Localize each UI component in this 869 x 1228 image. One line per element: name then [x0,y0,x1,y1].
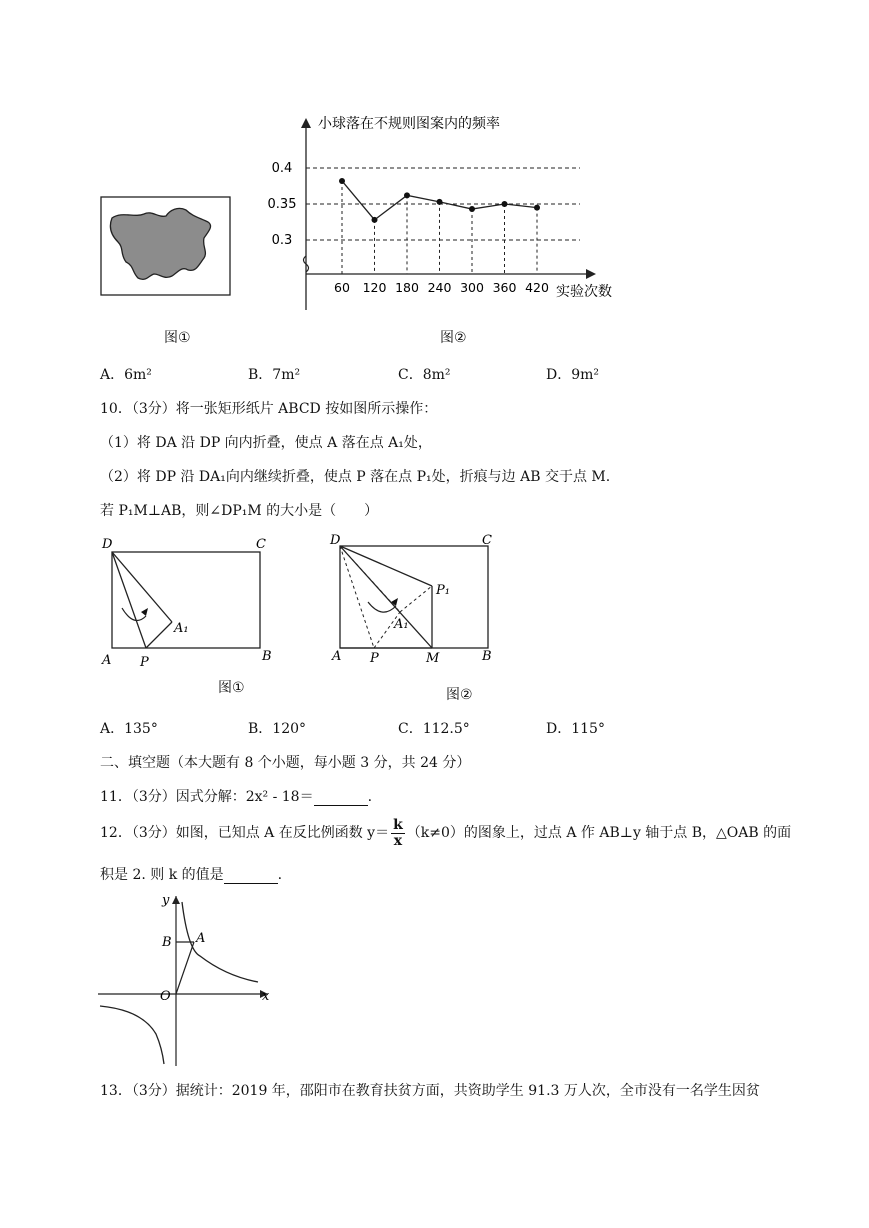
q9-option-d[interactable]: D．9m² [546,367,600,383]
label-p: P [370,651,379,666]
q12-line2: 积是 2. 则 k 的值是 . [100,867,283,883]
y-tick-label: 0.4 [271,161,293,176]
q10-option-c[interactable]: C．112.5° [398,721,470,737]
x-tick-label: 300 [460,280,484,295]
q11-answer-blank[interactable] [314,789,368,806]
irregular-shape [110,208,210,279]
label-c: C [482,533,492,548]
q10-question: 若 P₁M⊥AB，则∠DP₁M 的大小是（ ） [100,503,379,519]
q12-text-after: （k≠0）的图象上，过点 A 作 AB⊥y 轴于点 B，△OAB 的面 [406,825,792,841]
svg-text:O: O [160,989,171,1004]
data-point [404,192,410,198]
x-axis-label: 实验次数 [556,284,612,300]
q11-text: 11．（3分）因式分解：2x² - 18＝ [100,789,314,805]
q9-option-c[interactable]: C．8m² [398,367,451,383]
q9-fig1-caption: 图① [164,330,191,346]
y-tick-label: 0.35 [267,197,297,212]
curve-branch-q3 [100,1006,164,1064]
y-tick-label: 0.3 [271,233,293,248]
label-d: D [330,533,341,548]
q9-option-a[interactable]: A．6m² [100,367,152,383]
data-point [372,217,378,223]
data-point [534,205,540,211]
label-m: M [426,651,440,666]
y-axis-arrow [301,118,311,128]
x-tick-label: 180 [395,280,419,295]
data-point [437,199,443,205]
label-p: P [140,655,149,670]
data-point [339,178,345,184]
q12-line1 [100,816,791,850]
data-point [469,206,475,212]
q13-text: 13．（3分）据统计：2019 年，邵阳市在教育扶贫方面，共资助学生 91.3 万人次，全市没有一名学生因贫 [100,1083,760,1099]
label-a: A [102,653,112,668]
q9-option-b[interactable]: B．7m² [248,367,301,383]
q9-shape-figure [100,196,232,298]
x-tick-label: 360 [492,280,517,295]
label-b: B [482,649,492,664]
section-heading-fill-blank: 二、填空题（本大题有 8 个小题，每小题 3 分，共 24 分） [100,755,471,771]
x-tick-label: 240 [427,280,452,295]
q10-fig2-caption: 图② [446,687,473,703]
svg-text:y: y [162,893,170,908]
label-a1: A₁ [394,617,409,632]
label-a: A [332,649,342,664]
q10-option-a[interactable]: A．135° [100,721,158,737]
q10-fold-figure-1 [96,532,286,672]
x-tick-label: 120 [362,280,387,295]
label-a1: A₁ [174,621,189,636]
label-d: D [102,537,113,552]
chart-title: 小球落在不规则图案内的频率 [318,116,500,132]
q12-inverse-function-graph [96,890,276,1070]
q10-step2: （2）将 DP 沿 DA₁向内继续折叠，使点 P 落在点 P₁处，折痕与边 AB 交于点 M. [100,469,611,485]
q10-fold-figure-2 [326,532,506,672]
q12-text-before: 12．（3分）如图，已知点 A 在反比例函数 y＝ [100,825,390,841]
q11: 11．（3分）因式分解：2x² - 18＝ . [100,789,373,805]
q12-fraction: $\frac{k}{x}$ [393,816,403,849]
q9-fig2-caption: 图② [440,330,467,346]
q10-option-d[interactable]: D．115° [546,721,605,737]
label-b: B [262,649,272,664]
q10-step1: （1）将 DA 沿 DP 向内折叠，使点 A 落在点 A₁处， [100,435,432,451]
x-axis-arrow [586,269,596,279]
x-tick-label: 60 [334,280,350,295]
q12-answer-blank[interactable] [224,867,278,884]
data-point [502,201,508,207]
svg-text:A: A [196,931,206,946]
svg-text:B: B [162,935,172,950]
label-p1: P₁ [436,583,450,598]
frequency-line-chart [267,110,612,320]
label-c: C [256,537,266,552]
q10-stem: 10．（3分）将一张矩形纸片 ABCD 按如图所示操作： [100,401,438,417]
svg-text:x: x [262,989,270,1004]
x-tick-label: 420 [525,280,549,295]
q10-fig1-caption: 图① [218,680,245,696]
q10-option-b[interactable]: B．120° [248,721,307,737]
